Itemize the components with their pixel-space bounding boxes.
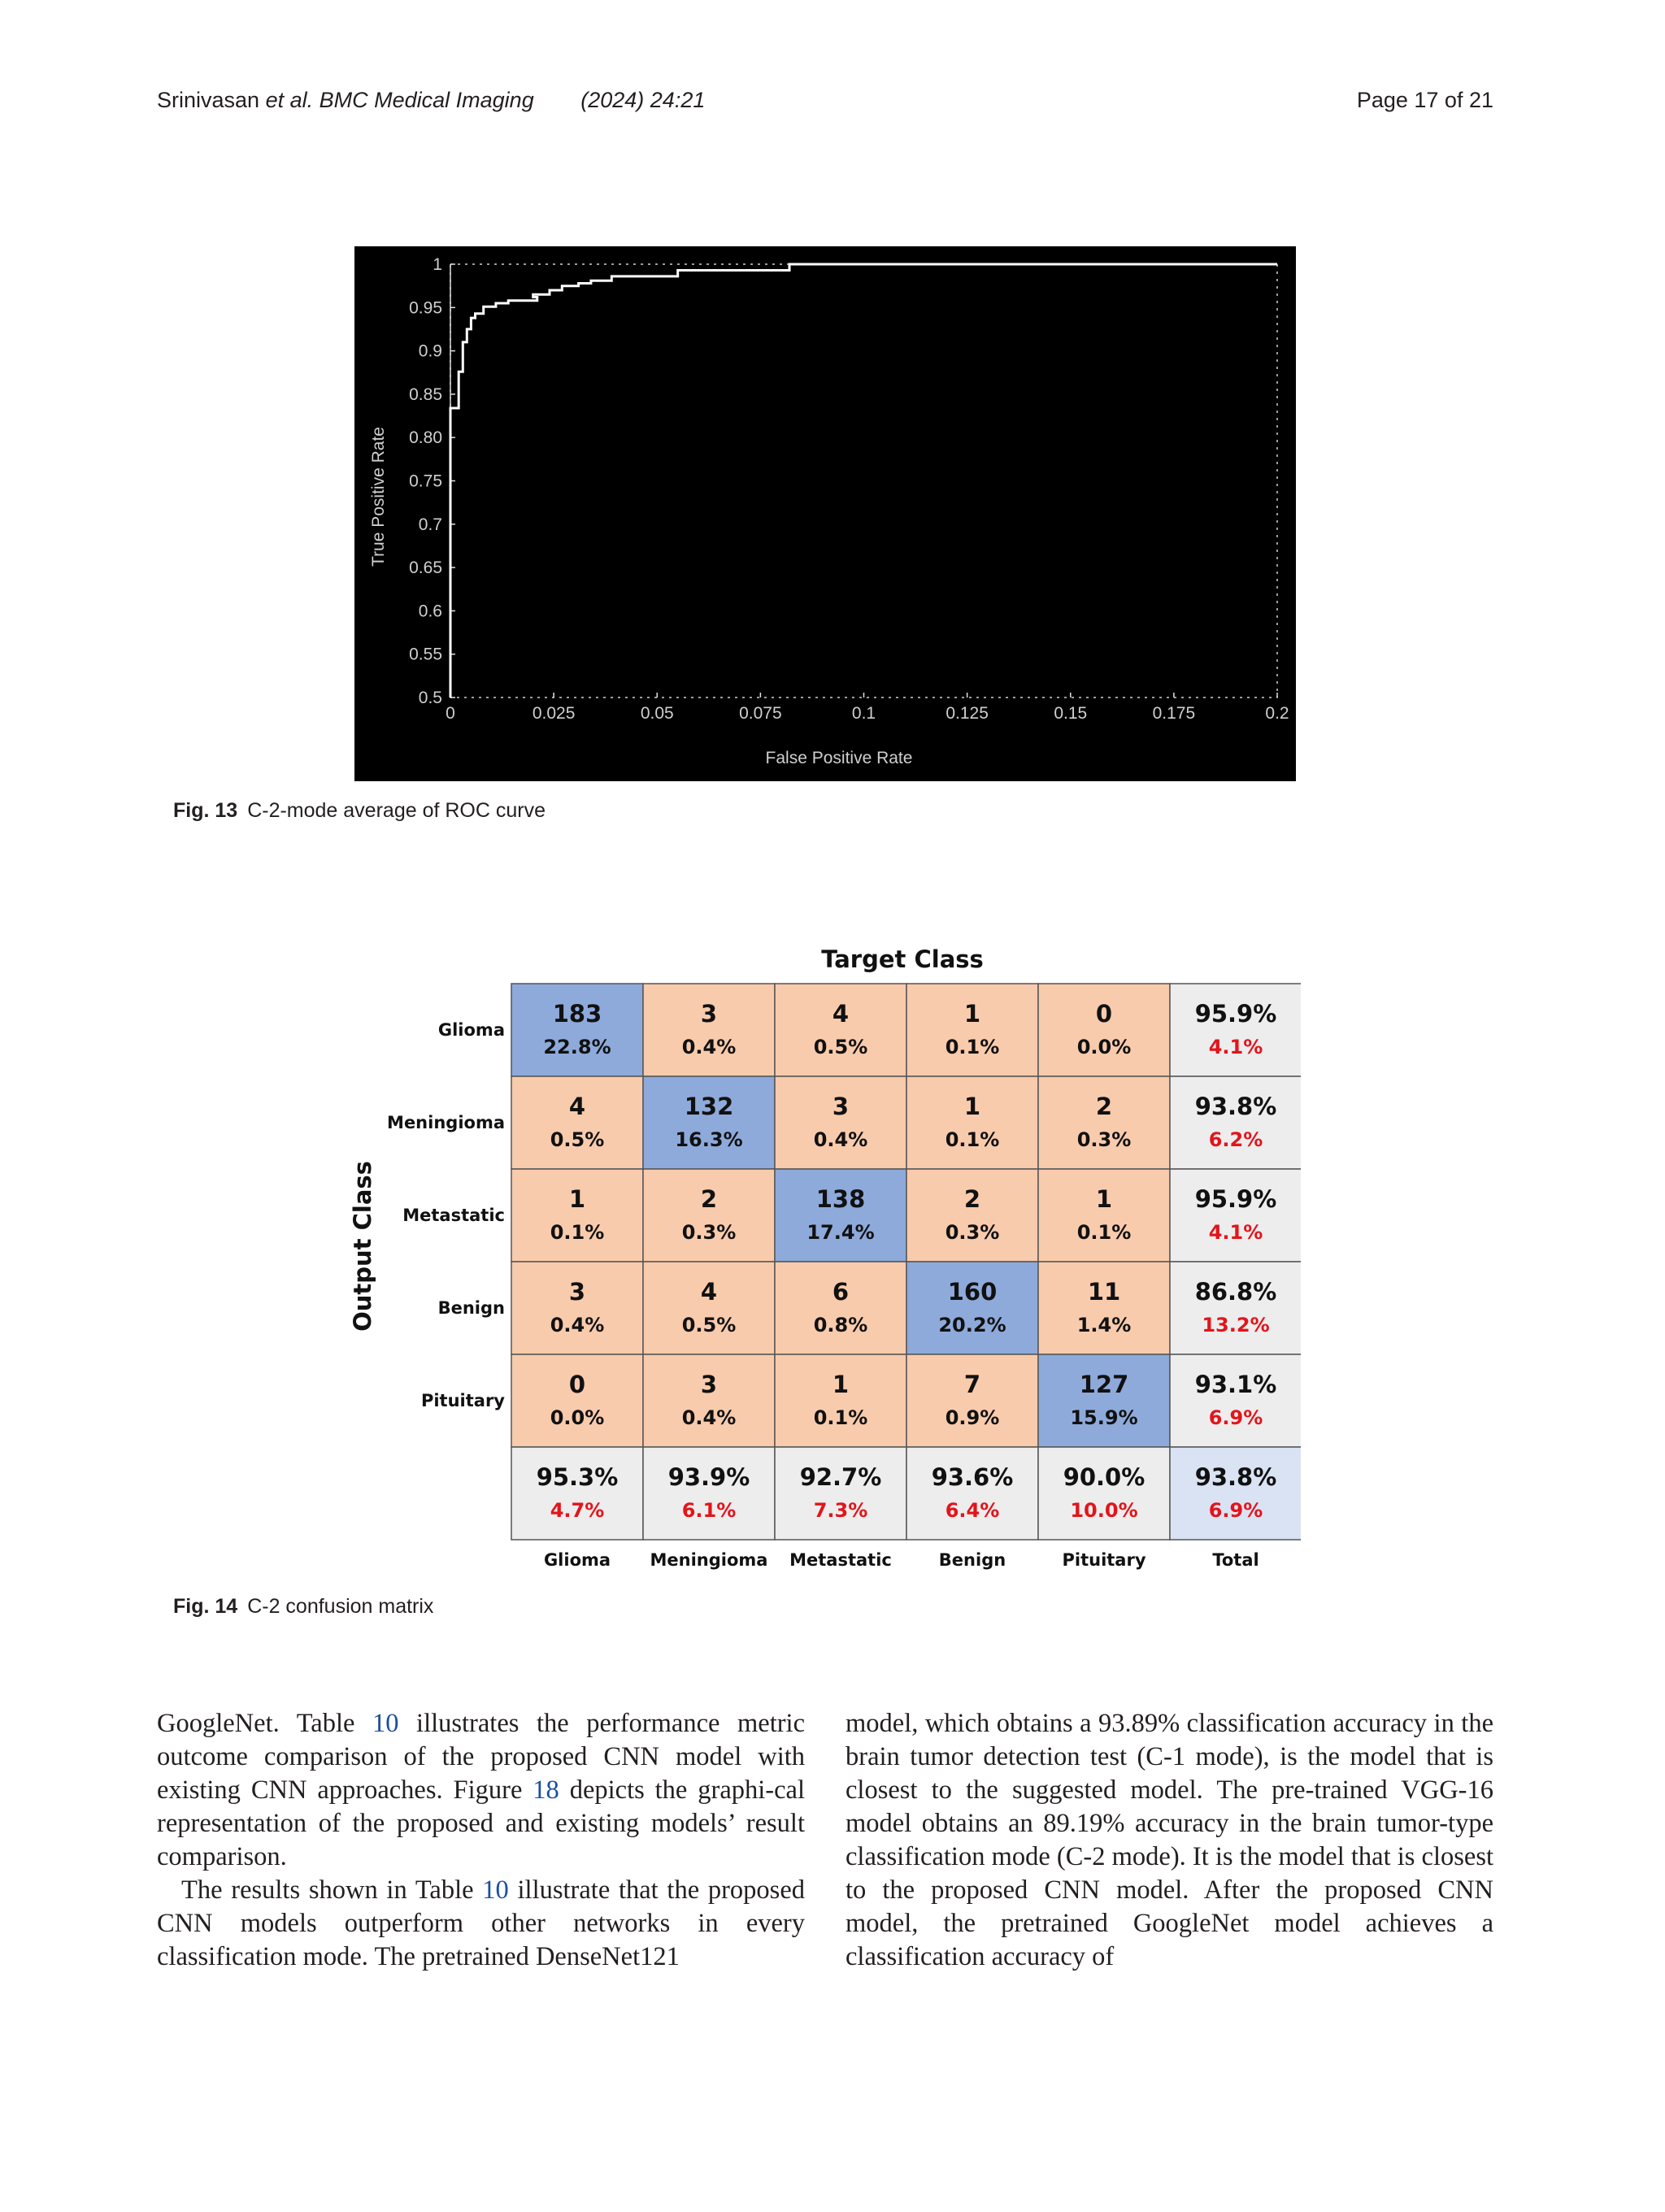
cm-cell-percent: 4.7% <box>550 1499 605 1522</box>
cm-cell-percent: 6.9% <box>1208 1499 1263 1522</box>
cm-cell-value: 6 <box>832 1278 850 1306</box>
cm-cell-percent: 0.0% <box>1076 1036 1132 1058</box>
cm-cell-value: 160 <box>947 1278 998 1306</box>
cm-cell-bg <box>511 1447 643 1540</box>
cm-cell-bg <box>1170 1354 1301 1447</box>
roc-x-tick-label: 0.025 <box>532 704 576 723</box>
cm-cell-value: 95.9% <box>1194 1185 1277 1213</box>
cm-row-label: Benign <box>437 1298 505 1318</box>
cm-cell <box>775 1262 906 1354</box>
cm-row-labels <box>387 1020 505 1410</box>
cm-cell-bg <box>1038 1076 1170 1169</box>
cm-cell-bg <box>906 1354 1038 1447</box>
cm-cell-percent: 0.0% <box>550 1406 605 1429</box>
cm-cell-bg <box>1170 1447 1301 1540</box>
cm-cell-percent: 20.2% <box>938 1314 1006 1336</box>
cm-col-label: Benign <box>938 1550 1006 1570</box>
cm-cell-bg <box>643 1447 775 1540</box>
roc-x-axis-label: False Positive Rate <box>765 749 913 767</box>
cm-summary-cell <box>1170 1076 1301 1169</box>
cm-cell-percent: 0.4% <box>813 1128 868 1151</box>
cm-cell <box>1038 1169 1170 1262</box>
cm-cell <box>906 984 1038 1076</box>
fig14-caption <box>173 1595 433 1619</box>
cm-cell-bg <box>775 1076 906 1169</box>
cm-cell <box>906 1169 1038 1262</box>
cm-cell-value: 183 <box>552 1000 602 1028</box>
fig13-caption-text: C-2-mode average of ROC curve <box>247 799 546 822</box>
cm-cell-value: 4 <box>568 1093 586 1120</box>
cm-cell-value: 2 <box>1095 1093 1113 1120</box>
cm-cell-value: 1 <box>1095 1185 1113 1213</box>
cm-cell-percent: 1.4% <box>1076 1314 1132 1336</box>
cm-cell-bg <box>1170 1262 1301 1354</box>
fig14-label: Fig. 14 <box>173 1595 238 1618</box>
table-ref-link[interactable]: 10 <box>372 1709 399 1738</box>
cm-cell-bg <box>511 1169 643 1262</box>
roc-chart <box>354 246 1296 781</box>
cm-cell <box>775 1076 906 1169</box>
figure-ref-link[interactable]: 18 <box>533 1775 559 1805</box>
cm-cell <box>775 1169 906 1262</box>
cm-cell <box>1038 1076 1170 1169</box>
cm-summary-cell <box>775 1447 906 1540</box>
fig14-caption-text: C-2 confusion matrix <box>247 1595 434 1618</box>
cm-cell <box>511 1354 643 1447</box>
cm-cell-bg <box>643 984 775 1076</box>
cm-cell-value: 2 <box>700 1185 718 1213</box>
roc-y-tick-label: 0.5 <box>418 689 442 707</box>
cm-cell-percent: 0.1% <box>1076 1221 1132 1244</box>
table-ref-link[interactable]: 10 <box>482 1875 509 1905</box>
cm-cell-percent: 6.2% <box>1208 1128 1263 1151</box>
cm-cell-value: 3 <box>832 1093 850 1120</box>
cm-summary-cell <box>1170 1354 1301 1447</box>
cm-cell-value: 11 <box>1087 1278 1121 1306</box>
cm-cell-bg <box>643 1076 775 1169</box>
cm-cell-bg <box>906 1169 1038 1262</box>
roc-y-tick-label: 0.75 <box>409 472 442 491</box>
cm-cell-bg <box>1170 984 1301 1076</box>
cm-cell-value: 93.9% <box>667 1463 750 1491</box>
paragraph: model, which obtains a 93.89% classification accuracy in the brain tumor detection test (C-1 mode), is the model that is closest to the suggested model. The pre-trained VGG-16 model obtains an 89.19% accuracy in the brain tumor-type classification mode (C-2 mode). It is the model that is closest to the proposed CNN model. After the proposed CNN model, the pretrained GoogleNet model achieves a classification accuracy of <box>846 1709 1493 1971</box>
cm-cell <box>643 1354 775 1447</box>
cm-cell-value: 92.7% <box>799 1463 882 1491</box>
roc-y-tick-label: 0.6 <box>418 602 442 621</box>
cm-cell-value: 3 <box>700 1000 718 1028</box>
cm-cells <box>511 984 1301 1540</box>
roc-y-tick-label: 0.85 <box>409 385 442 404</box>
cm-cell-value: 1 <box>568 1185 586 1213</box>
roc-y-tick-label: 0.55 <box>409 645 442 664</box>
cm-cell-percent: 0.4% <box>681 1036 737 1058</box>
cm-cell-bg <box>1038 1447 1170 1540</box>
cm-col-label: Metastatic <box>789 1550 892 1570</box>
cm-cell-bg <box>643 1262 775 1354</box>
cm-cell <box>511 1169 643 1262</box>
cm-cell-bg <box>1038 1354 1170 1447</box>
roc-x-tick-label: 0.175 <box>1152 704 1196 723</box>
paragraph: GoogleNet. Table 10 illustrates the performance metric outcome comparison of the proposed CNN model with existing CNN approaches. Figure 18 depicts the graphi-cal representation of the proposed and existing models’ result comparison. <box>157 1709 806 1871</box>
cm-col-labels <box>544 1550 1259 1570</box>
cm-cell <box>643 1169 775 1262</box>
cm-cell-value: 138 <box>815 1185 866 1213</box>
cm-cell <box>1038 984 1170 1076</box>
cm-summary-cell <box>1170 1262 1301 1354</box>
cm-summary-cell <box>1038 1447 1170 1540</box>
cm-row-label: Pituitary <box>420 1391 505 1410</box>
cm-cell-percent: 0.1% <box>945 1128 1000 1151</box>
roc-y-axis-label: True Positive Rate <box>369 427 388 567</box>
cm-cell <box>775 1354 906 1447</box>
cm-cell-bg <box>1038 1262 1170 1354</box>
cm-cell-value: 93.8% <box>1194 1093 1277 1120</box>
cm-cell-bg <box>906 1262 1038 1354</box>
cm-cell-percent: 0.3% <box>945 1221 1000 1244</box>
body-column-right <box>846 1707 1493 1974</box>
cm-cell-bg <box>1170 1169 1301 1262</box>
header-year: (2024) 24:21 <box>580 88 706 112</box>
cm-cell-bg <box>906 1447 1038 1540</box>
cm-cell-bg <box>511 1354 643 1447</box>
header-journal: et al. BMC Medical Imaging <box>265 88 534 112</box>
cm-cell <box>1038 1354 1170 1447</box>
cm-cell-percent: 0.4% <box>681 1406 737 1429</box>
cm-cell-value: 4 <box>700 1278 718 1306</box>
cm-cell-bg <box>511 1076 643 1169</box>
roc-x-tick-label: 0.05 <box>640 704 674 723</box>
cm-cell-percent: 17.4% <box>806 1221 875 1244</box>
cm-cell <box>1038 1262 1170 1354</box>
cm-cell <box>643 984 775 1076</box>
cm-cell-percent: 10.0% <box>1070 1499 1138 1522</box>
cm-cell-value: 127 <box>1079 1371 1129 1398</box>
cm-cell-percent: 0.5% <box>681 1314 737 1336</box>
cm-cell-percent: 0.3% <box>681 1221 737 1244</box>
cm-cell-percent: 6.9% <box>1208 1406 1263 1429</box>
cm-cell-bg <box>1038 1169 1170 1262</box>
cm-cell-value: 3 <box>568 1278 586 1306</box>
page-number: Page 17 of 21 <box>1356 88 1493 112</box>
roc-x-tick-label: 0.2 <box>1265 704 1289 723</box>
roc-background <box>354 246 1296 781</box>
cm-cell-percent: 0.9% <box>945 1406 1000 1429</box>
cm-cell-value: 2 <box>963 1185 981 1213</box>
cm-cell-bg <box>775 1262 906 1354</box>
cm-cell-bg <box>775 1354 906 1447</box>
cm-summary-cell <box>643 1447 775 1540</box>
cm-cell-percent: 15.9% <box>1070 1406 1138 1429</box>
cm-cell-bg <box>775 1169 906 1262</box>
cm-cell-value: 1 <box>963 1000 981 1028</box>
roc-y-tick-label: 1 <box>433 255 442 274</box>
cm-cell-bg <box>511 1262 643 1354</box>
cm-cell-bg <box>775 984 906 1076</box>
cm-col-label: Glioma <box>543 1550 611 1570</box>
cm-cell-bg <box>643 1354 775 1447</box>
cm-cell-value: 4 <box>832 1000 850 1028</box>
paragraph: The results shown in Table 10 illustrate that the proposed CNN models outperform other networks in every classification mode. The pretrained DenseNet121 <box>157 1875 806 1971</box>
roc-y-tick-label: 0.9 <box>418 341 442 361</box>
cm-cell-percent: 7.3% <box>813 1499 868 1522</box>
cm-cell-value: 0 <box>568 1371 586 1398</box>
fig13-label: Fig. 13 <box>173 799 238 822</box>
cm-cell-value: 0 <box>1095 1000 1113 1028</box>
running-header <box>157 88 705 113</box>
cm-cell-bg <box>643 1169 775 1262</box>
cm-cell-bg <box>1170 1076 1301 1169</box>
cm-cell-value: 1 <box>963 1093 981 1120</box>
cm-cell <box>511 984 643 1076</box>
cm-cell-value: 90.0% <box>1063 1463 1146 1491</box>
cm-cell <box>906 1076 1038 1169</box>
cm-cell <box>643 1262 775 1354</box>
cm-cell <box>906 1354 1038 1447</box>
cm-cell-bg <box>906 1076 1038 1169</box>
cm-cell-bg <box>775 1447 906 1540</box>
cm-cell-value: 1 <box>832 1371 850 1398</box>
cm-cell-value: 93.6% <box>931 1463 1014 1491</box>
cm-cell-bg <box>906 984 1038 1076</box>
roc-x-tick-label: 0.1 <box>851 704 876 723</box>
cm-cell <box>511 1262 643 1354</box>
cm-cell-percent: 4.1% <box>1208 1036 1263 1058</box>
cm-cell <box>643 1076 775 1169</box>
roc-y-tick-label: 0.80 <box>409 428 442 448</box>
cm-cell-value: 86.8% <box>1194 1278 1277 1306</box>
roc-x-tick-label: 0.125 <box>946 704 989 723</box>
cm-summary-cell <box>906 1447 1038 1540</box>
cm-cell-value: 95.3% <box>536 1463 619 1491</box>
cm-col-label: Total <box>1212 1550 1259 1570</box>
cm-cell-percent: 16.3% <box>675 1128 743 1151</box>
cm-summary-cell <box>1170 1447 1301 1540</box>
cm-summary-cell <box>1170 1169 1301 1262</box>
cm-row-label: Meningioma <box>387 1113 505 1132</box>
cm-cell-percent: 0.4% <box>550 1314 605 1336</box>
cm-cell-percent: 13.2% <box>1202 1314 1270 1336</box>
cm-col-label: Meningioma <box>650 1550 768 1570</box>
cm-cell-value: 7 <box>963 1371 981 1398</box>
roc-x-tick-label: 0 <box>446 704 455 723</box>
cm-cell-percent: 0.8% <box>813 1314 868 1336</box>
cm-cell-percent: 0.3% <box>1076 1128 1132 1151</box>
cm-cell-value: 93.1% <box>1194 1371 1277 1398</box>
cm-target-class-title: Target Class <box>821 945 984 973</box>
cm-cell-bg <box>511 984 643 1076</box>
cm-cell-value: 3 <box>700 1371 718 1398</box>
cm-col-label: Pituitary <box>1062 1550 1146 1570</box>
cm-cell-percent: 6.1% <box>681 1499 737 1522</box>
cm-cell <box>775 984 906 1076</box>
cm-row-label: Metastatic <box>402 1206 505 1225</box>
roc-x-tick-label: 0.075 <box>739 704 782 723</box>
cm-cell-percent: 6.4% <box>945 1499 1000 1522</box>
cm-cell-percent: 0.1% <box>813 1406 868 1429</box>
roc-y-tick-label: 0.7 <box>418 515 442 534</box>
cm-output-class-label: Output Class <box>349 1161 376 1332</box>
cm-cell-bg <box>1038 984 1170 1076</box>
roc-y-tick-label: 0.95 <box>409 298 442 318</box>
cm-cell <box>511 1076 643 1169</box>
cm-cell-value: 95.9% <box>1194 1000 1277 1028</box>
body-column-left <box>157 1707 805 1974</box>
roc-y-tick-label: 0.65 <box>409 558 442 578</box>
cm-cell-percent: 0.5% <box>813 1036 868 1058</box>
cm-row-label: Glioma <box>437 1020 505 1040</box>
fig13-caption <box>173 799 546 823</box>
cm-summary-cell <box>1170 984 1301 1076</box>
cm-cell-percent: 0.1% <box>945 1036 1000 1058</box>
cm-cell-value: 93.8% <box>1194 1463 1277 1491</box>
cm-cell <box>906 1262 1038 1354</box>
confusion-matrix <box>341 943 1301 1577</box>
cm-cell-percent: 0.1% <box>550 1221 605 1244</box>
cm-cell-percent: 22.8% <box>543 1036 611 1058</box>
cm-summary-cell <box>511 1447 643 1540</box>
header-authors: Srinivasan <box>157 88 260 112</box>
cm-cell-percent: 0.5% <box>550 1128 605 1151</box>
roc-x-tick-label: 0.15 <box>1054 704 1088 723</box>
cm-cell-percent: 4.1% <box>1208 1221 1263 1244</box>
cm-cell-value: 132 <box>684 1093 734 1120</box>
